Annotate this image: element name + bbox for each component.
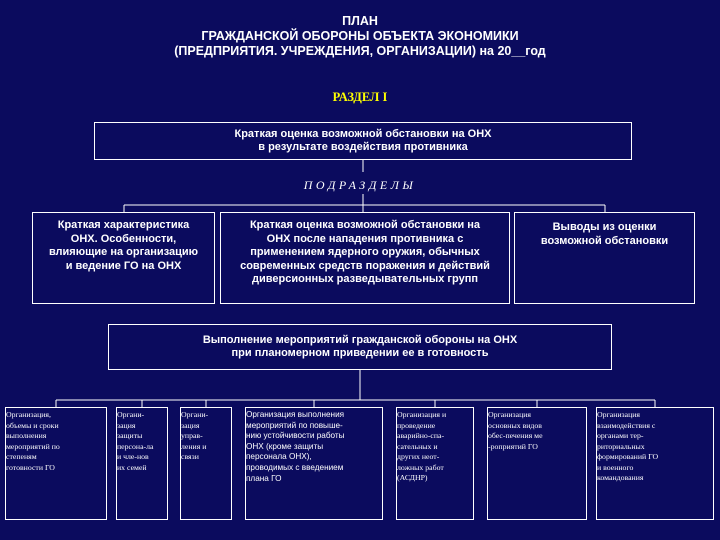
item-6-line-2: основных видов — [488, 420, 542, 430]
subsection-box-1 — [32, 212, 215, 304]
subsection-box-3 — [514, 212, 695, 304]
subsection-2-line-3: применением ядерного оружия, обычных — [250, 246, 480, 258]
assessment-line-2: в результате воздействия противника — [258, 141, 468, 153]
item-4-line-4: ОНХ (кроме защиты — [246, 441, 324, 451]
item-3-line-4: ления и — [181, 441, 207, 451]
bottom-item-7 — [596, 407, 714, 520]
item-7-line-7: командования — [597, 473, 644, 482]
item-5-line-5: других неот- — [397, 452, 440, 461]
item-2-line-2: зация — [117, 420, 136, 430]
subsection-1-line-2: ОНХ. Особенности, — [70, 232, 177, 245]
item-4-line-3: нию устойчивости работы — [246, 431, 345, 441]
item-4-line-5: персонала ОНХ), — [246, 452, 312, 462]
subsection-1-line-1: Краткая характеристика — [57, 219, 190, 231]
item-7-line-2: взаимодействия с — [597, 420, 656, 430]
item-5-line-7: (АСДНР) — [397, 473, 428, 482]
title-line-3: (ПРЕДПРИЯТИЯ. УЧРЕЖДЕНИЯ, ОРГАНИЗАЦИИ) на 20__год — [174, 44, 546, 58]
subsection-3-line-1: Выводы из оценки — [552, 221, 657, 233]
item-1-line-2: объемы и сроки — [6, 420, 59, 430]
item-6-line-1: Организация — [488, 410, 532, 419]
item-2-line-4: персона-ла — [117, 441, 154, 451]
assessment-box — [94, 122, 632, 160]
subsection-1-line-4: и ведение ГО на ОНХ — [65, 259, 182, 272]
subsection-2-line-2: ОНХ после нападения противника с — [266, 232, 464, 245]
bottom-item-3 — [180, 407, 232, 520]
bottom-item-2 — [116, 407, 168, 520]
subsections-label: ПОДРАЗДЕЛЫ — [303, 178, 417, 192]
item-2-line-5: и чле-нов — [117, 452, 149, 461]
item-5-line-6: ложных работ — [397, 462, 444, 472]
item-5-line-4: сательных и — [397, 441, 438, 451]
item-5-line-3: аварийно-спа- — [397, 431, 445, 440]
item-2-line-1: Органи- — [117, 410, 145, 419]
item-2-line-6: их семей — [117, 462, 147, 472]
bottom-item-5 — [396, 407, 474, 520]
subsection-3-line-2: возможной обстановки — [540, 234, 669, 247]
item-3-line-3: управ- — [181, 431, 203, 440]
item-1-line-3: выполнения — [6, 431, 47, 440]
subsection-2-line-5: диверсионных разведывательных групп — [252, 273, 478, 285]
measures-box — [108, 324, 612, 370]
assessment-line-1: Краткая оценка возможной обстановки на ОНХ — [234, 127, 492, 140]
item-7-line-1: Организация — [597, 410, 641, 419]
bottom-item-6 — [487, 407, 587, 520]
bottom-item-4 — [245, 407, 383, 520]
subsection-1-line-3: влияющие на организацию — [48, 246, 199, 258]
item-4-line-6: проводимых с введением — [246, 462, 344, 472]
item-3-line-2: зация — [181, 420, 200, 430]
subsection-box-2 — [220, 212, 510, 304]
item-7-line-6: и военного — [597, 462, 634, 472]
item-4-line-2: мероприятий по повыше- — [246, 420, 343, 430]
measures-line-1: Выполнение мероприятий гражданской обороны на ОНХ — [202, 333, 518, 346]
title-line-2: ГРАЖДАНСКОЙ ОБОРОНЫ ОБЪЕКТА ЭКОНОМИКИ — [201, 29, 519, 43]
item-1-line-6: готовности ГО — [6, 462, 55, 472]
item-5-line-2: проведение — [397, 420, 436, 430]
item-6-line-3: обес-печения ме — [488, 431, 543, 440]
subsection-2-line-4: современных средств поражения и действий — [240, 259, 490, 272]
item-7-line-4: риториальных — [597, 441, 645, 451]
item-1-line-4: мероприятий по — [6, 441, 60, 451]
item-1-line-1: Организация, — [6, 410, 51, 419]
item-7-line-3: органами тер- — [597, 431, 644, 440]
title-line-1: ПЛАН — [342, 14, 378, 28]
measures-line-2: при планомерном приведении ее в готовность — [231, 347, 489, 359]
item-3-line-1: Органи- — [181, 410, 209, 419]
item-6-line-4: -роприятий ГО — [488, 441, 538, 451]
section-heading: РАЗДЕЛ I — [332, 90, 388, 104]
item-4-line-7: плана ГО — [246, 473, 282, 483]
item-3-line-5: связи — [181, 452, 199, 461]
item-2-line-3: защиты — [117, 431, 143, 440]
item-5-line-1: Организация и — [397, 410, 447, 419]
item-1-line-5: степеням — [6, 452, 37, 461]
subsection-2-line-1: Краткая оценка возможной обстановки на — [249, 219, 481, 231]
item-4-line-1: Организация выполнения — [246, 410, 345, 419]
item-7-line-5: формирований ГО — [597, 452, 659, 461]
bottom-item-1 — [5, 407, 107, 520]
